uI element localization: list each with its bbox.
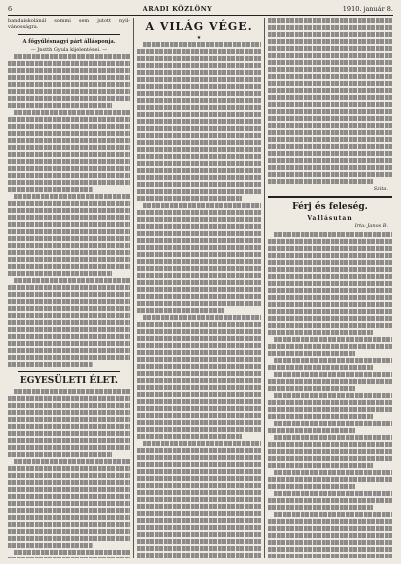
section-subheading: A főgyűlésnagyi párt állásponja.	[22, 39, 116, 45]
story-title: Férj és feleség.	[292, 202, 368, 212]
article-body	[137, 42, 261, 558]
column-2	[137, 18, 261, 558]
header-rule	[8, 15, 393, 16]
author-signature: Szita.	[373, 186, 388, 192]
column-3	[268, 18, 392, 558]
paper-title: ARADI KÖZLÖNY	[142, 4, 213, 13]
divider	[18, 371, 120, 372]
star-ornament: ★	[196, 35, 202, 41]
section-byline: — Jnstth Gyula kijelentései. —	[30, 47, 108, 53]
column-rule	[133, 18, 134, 558]
article-body	[8, 389, 130, 558]
page-number: 6	[8, 4, 13, 13]
section-heading: EGYESÜLETI ÉLET.	[19, 376, 119, 386]
divider	[268, 196, 392, 198]
divider	[18, 34, 120, 35]
story-subtitle: Vallásutan	[307, 215, 353, 222]
column-rule	[264, 18, 265, 558]
page-header	[8, 3, 393, 14]
article-body	[268, 18, 392, 184]
article-body	[8, 54, 130, 367]
column-1	[8, 18, 130, 558]
story-byline: Irta: Janos B.	[354, 223, 388, 229]
article-title: A VILÁG VÉGE.	[145, 20, 253, 33]
lead-text: bandaiskolánál sommi sem jutott nyil-vánosságra.	[8, 18, 130, 30]
article-body	[268, 232, 392, 558]
issue-date: 1910. január 8.	[342, 4, 393, 13]
